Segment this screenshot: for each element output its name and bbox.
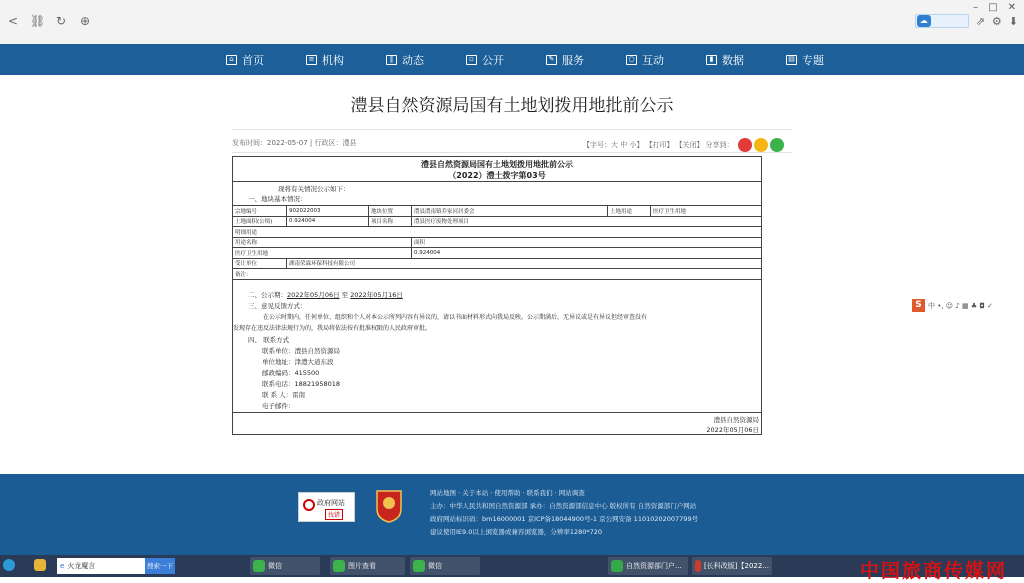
home-icon: ⌂ bbox=[226, 55, 237, 65]
nav-label: 公开 bbox=[482, 53, 504, 67]
cloud-icon: ☁ bbox=[917, 15, 931, 27]
contact-person: 联 系 人：雷南 bbox=[262, 391, 306, 399]
table-cell: 湖南荣霖环保科技有限公司 bbox=[287, 258, 762, 269]
nav-item-home[interactable] bbox=[205, 44, 285, 75]
page-title: 澧县自然资源局国有土地划拨用地批前公示 bbox=[350, 96, 674, 116]
table-cell: 医疗卫生用地 bbox=[233, 248, 412, 259]
nav-label: 机构 bbox=[322, 53, 344, 67]
table-cell: 宗地编号 bbox=[233, 206, 287, 217]
party-emblem-icon[interactable] bbox=[374, 489, 404, 523]
share-label: 分享到： bbox=[705, 141, 734, 149]
document-icon: ▤ bbox=[786, 55, 797, 65]
table-cell: 澧县澧南镇乔家河居委会 bbox=[412, 206, 608, 217]
taskbar-item-label: 自然资源部门户... bbox=[626, 562, 682, 570]
doc-rule bbox=[233, 181, 761, 182]
taskbar-item-label: [长科改版]【2022... bbox=[704, 562, 769, 570]
nav-item-public[interactable] bbox=[445, 44, 525, 75]
qzone-icon[interactable] bbox=[754, 138, 768, 152]
doc-para1: 在公示时期内，任何单位、组织和个人对本公示所列内容有异议的，请以书面材料形式向我局反映。公示期满后，无异议或是有异议但经审查没有 bbox=[263, 314, 648, 321]
nav-label: 数据 bbox=[722, 53, 744, 67]
refresh-icon[interactable]: ↻ bbox=[55, 14, 67, 28]
taskbar-item-label: 图片查看 bbox=[348, 562, 376, 570]
share-buttons bbox=[738, 138, 784, 152]
table-row bbox=[233, 227, 762, 238]
table-cell: 备注： bbox=[233, 269, 762, 280]
download-icon[interactable]: ⬇ bbox=[1008, 14, 1018, 28]
table-row bbox=[233, 206, 762, 217]
signature-org: 澧县自然资源局 bbox=[713, 416, 759, 424]
window-controls bbox=[973, 2, 1016, 13]
taskbar-item[interactable] bbox=[410, 557, 480, 575]
article-tools bbox=[583, 138, 784, 152]
input-method-toolbar[interactable] bbox=[912, 298, 1022, 313]
nav-label: 互动 bbox=[642, 53, 664, 67]
doc-para2: 发现存在违反法律法规行为的，我局将依法按有批准权限的人民政府审批。 bbox=[233, 325, 432, 332]
sogou-icon: S bbox=[912, 299, 925, 312]
meta-separator: | bbox=[309, 139, 315, 147]
contact-email: 电子邮件： bbox=[262, 402, 295, 410]
monitor-icon: ▫ bbox=[466, 55, 477, 65]
site-navbar bbox=[0, 44, 1024, 75]
doc-number: （2022）澧土拨字第03号 bbox=[448, 171, 546, 180]
globe-icon[interactable]: ⊕ bbox=[79, 14, 91, 28]
table-cell: 用途名称 bbox=[233, 237, 412, 248]
footer-info bbox=[430, 487, 698, 539]
nav-label: 服务 bbox=[562, 53, 584, 67]
doc-intro: 现将有关情况公示如下： bbox=[278, 185, 350, 193]
table-cell: 受让单位 bbox=[233, 258, 287, 269]
publish-time: 发布时间：2022-05-07 bbox=[232, 139, 308, 147]
doc-sec1: 一、地块基本情况： bbox=[248, 195, 307, 203]
footer-line2: 政府网站标识码：bm16000001 京ICP备18044900号-1 京公网安备 11010202007799号 bbox=[430, 515, 699, 523]
nav-item-data[interactable] bbox=[685, 44, 765, 75]
table-row bbox=[233, 237, 762, 248]
sec2-to: 2022年05月16日 bbox=[350, 291, 403, 299]
weibo-icon[interactable] bbox=[738, 138, 752, 152]
font-size-control[interactable]: 【字号：大 中 小】 bbox=[583, 141, 644, 149]
sec2-label: 二、公示期： bbox=[248, 291, 287, 299]
chart-icon: ▮ bbox=[706, 55, 717, 65]
nav-list bbox=[205, 44, 845, 75]
cloud-search-box[interactable] bbox=[915, 14, 969, 28]
footer-line1: 主办：中华人民共和国自然资源部 承办：自然资源部信息中心 版权所有 自然资源部门户网站 bbox=[430, 502, 697, 510]
ime-icons: 中 •, ☺ ♪ ▦ ♣ ◘ ✓ bbox=[928, 301, 993, 310]
gov-badge-title: 政府网站 bbox=[317, 499, 345, 507]
gov-site-badge[interactable] bbox=[298, 492, 355, 522]
wechat-icon bbox=[413, 560, 425, 572]
back-icon[interactable]: < bbox=[7, 14, 19, 28]
signature-date: 2022年05月06日 bbox=[706, 426, 759, 434]
browser-nav bbox=[6, 14, 92, 28]
doc-heading: 澧县自然资源局国有土地划拨用地批前公示 bbox=[421, 160, 573, 169]
table-cell: 医疗卫生用地 bbox=[651, 206, 762, 217]
contact-unit: 联系单位：澧县自然资源局 bbox=[262, 347, 340, 355]
print-link[interactable]: 【打印】 bbox=[645, 141, 674, 149]
nav-item-news[interactable] bbox=[365, 44, 445, 75]
maximize-button[interactable]: □ bbox=[988, 2, 998, 13]
nav-item-topic[interactable] bbox=[765, 44, 845, 75]
close-button[interactable]: ✕ bbox=[1007, 2, 1016, 13]
wechat-icon[interactable] bbox=[770, 138, 784, 152]
table-cell: 澧县医疗废物处理项目 bbox=[412, 216, 762, 227]
nav-item-interact[interactable] bbox=[605, 44, 685, 75]
land-info-table bbox=[232, 205, 762, 280]
edit-icon: ✎ bbox=[546, 55, 557, 65]
contact-address: 单位地址：津澧大道东段 bbox=[262, 358, 334, 366]
taskbar-search[interactable] bbox=[57, 558, 175, 574]
doc-sec4: 四、 联系方式 bbox=[248, 336, 290, 344]
nav-item-service[interactable] bbox=[525, 44, 605, 75]
divider bbox=[232, 129, 792, 130]
nav-item-org[interactable] bbox=[285, 44, 365, 75]
table-cell: 面积 bbox=[412, 237, 762, 248]
table-row bbox=[233, 248, 762, 259]
gov-badge-icon bbox=[303, 499, 315, 511]
browser-tools bbox=[915, 14, 1018, 28]
taskbar-item[interactable] bbox=[608, 557, 688, 575]
nav-label: 首页 bbox=[242, 53, 264, 67]
image-viewer-icon bbox=[333, 560, 345, 572]
sec2-to-label: 至 bbox=[341, 291, 349, 299]
nav-label: 专题 bbox=[802, 53, 824, 67]
wps-icon bbox=[695, 560, 701, 572]
footer-line3: 建议使用IE9.0以上浏览器或兼容浏览器，分辨率1280*720 bbox=[430, 528, 603, 536]
minimize-button[interactable]: – bbox=[973, 2, 979, 13]
book-icon: ‖ bbox=[386, 55, 397, 65]
settings-icon[interactable]: ⚙ bbox=[991, 14, 1002, 28]
gov-badge-sub: 找错 bbox=[325, 509, 343, 520]
region: 行政区：澧县 bbox=[314, 139, 357, 147]
table-cell: 土地面积(公顷) bbox=[233, 216, 287, 227]
table-cell: 明细用途 bbox=[233, 227, 762, 238]
table-row bbox=[233, 269, 762, 280]
taskbar-item-label: 微信 bbox=[268, 562, 282, 570]
search-button[interactable]: 搜索一下 bbox=[145, 558, 175, 574]
contact-zip: 邮政编码：415500 bbox=[262, 369, 320, 377]
taskbar-item[interactable] bbox=[330, 557, 405, 575]
browser-chrome bbox=[0, 0, 1024, 44]
divider bbox=[232, 152, 792, 153]
app-icon[interactable] bbox=[34, 559, 46, 571]
taskbar-item-label: 微信 bbox=[428, 562, 442, 570]
ie-icon: e bbox=[60, 562, 65, 570]
nav-label: 动态 bbox=[402, 53, 424, 67]
doc-rule bbox=[233, 412, 761, 413]
share-icon[interactable]: ⇗ bbox=[975, 14, 985, 28]
sec2-from: 2022年05月06日 bbox=[287, 291, 340, 299]
table-cell: 项目名称 bbox=[369, 216, 412, 227]
search-input[interactable]: 火龙魔言 bbox=[67, 562, 96, 570]
table-cell: 地块位置 bbox=[369, 206, 412, 217]
watermark: 中国旅商传媒网 bbox=[860, 560, 1008, 582]
start-icon[interactable] bbox=[3, 559, 15, 571]
table-cell: 902022003 bbox=[287, 206, 369, 217]
table-row bbox=[233, 216, 762, 227]
doc-sec2 bbox=[248, 290, 403, 299]
table-row bbox=[233, 258, 762, 269]
table-cell: 土地用途 bbox=[608, 206, 651, 217]
table-cell: 0.924004 bbox=[412, 248, 762, 259]
browser-icon bbox=[611, 560, 623, 572]
taskbar-item[interactable] bbox=[692, 557, 772, 575]
org-icon: ≡ bbox=[306, 55, 317, 65]
doc-sec3: 三、意见反馈方式： bbox=[248, 302, 307, 310]
contact-phone: 联系电话：18821958018 bbox=[262, 380, 340, 388]
table-cell: 0.924004 bbox=[287, 216, 369, 227]
wechat-icon bbox=[253, 560, 265, 572]
link-icon[interactable]: ⛓ bbox=[30, 14, 46, 28]
taskbar-item[interactable] bbox=[250, 557, 320, 575]
close-link[interactable]: 【关闭】 bbox=[675, 141, 704, 149]
footer-links[interactable]: 网站地图 · 关于本站 · 使用帮助 · 联系我们 · 网站调查 bbox=[430, 489, 585, 497]
notice-document bbox=[232, 156, 762, 435]
article-meta bbox=[232, 138, 357, 148]
chat-icon: ○ bbox=[626, 55, 637, 65]
